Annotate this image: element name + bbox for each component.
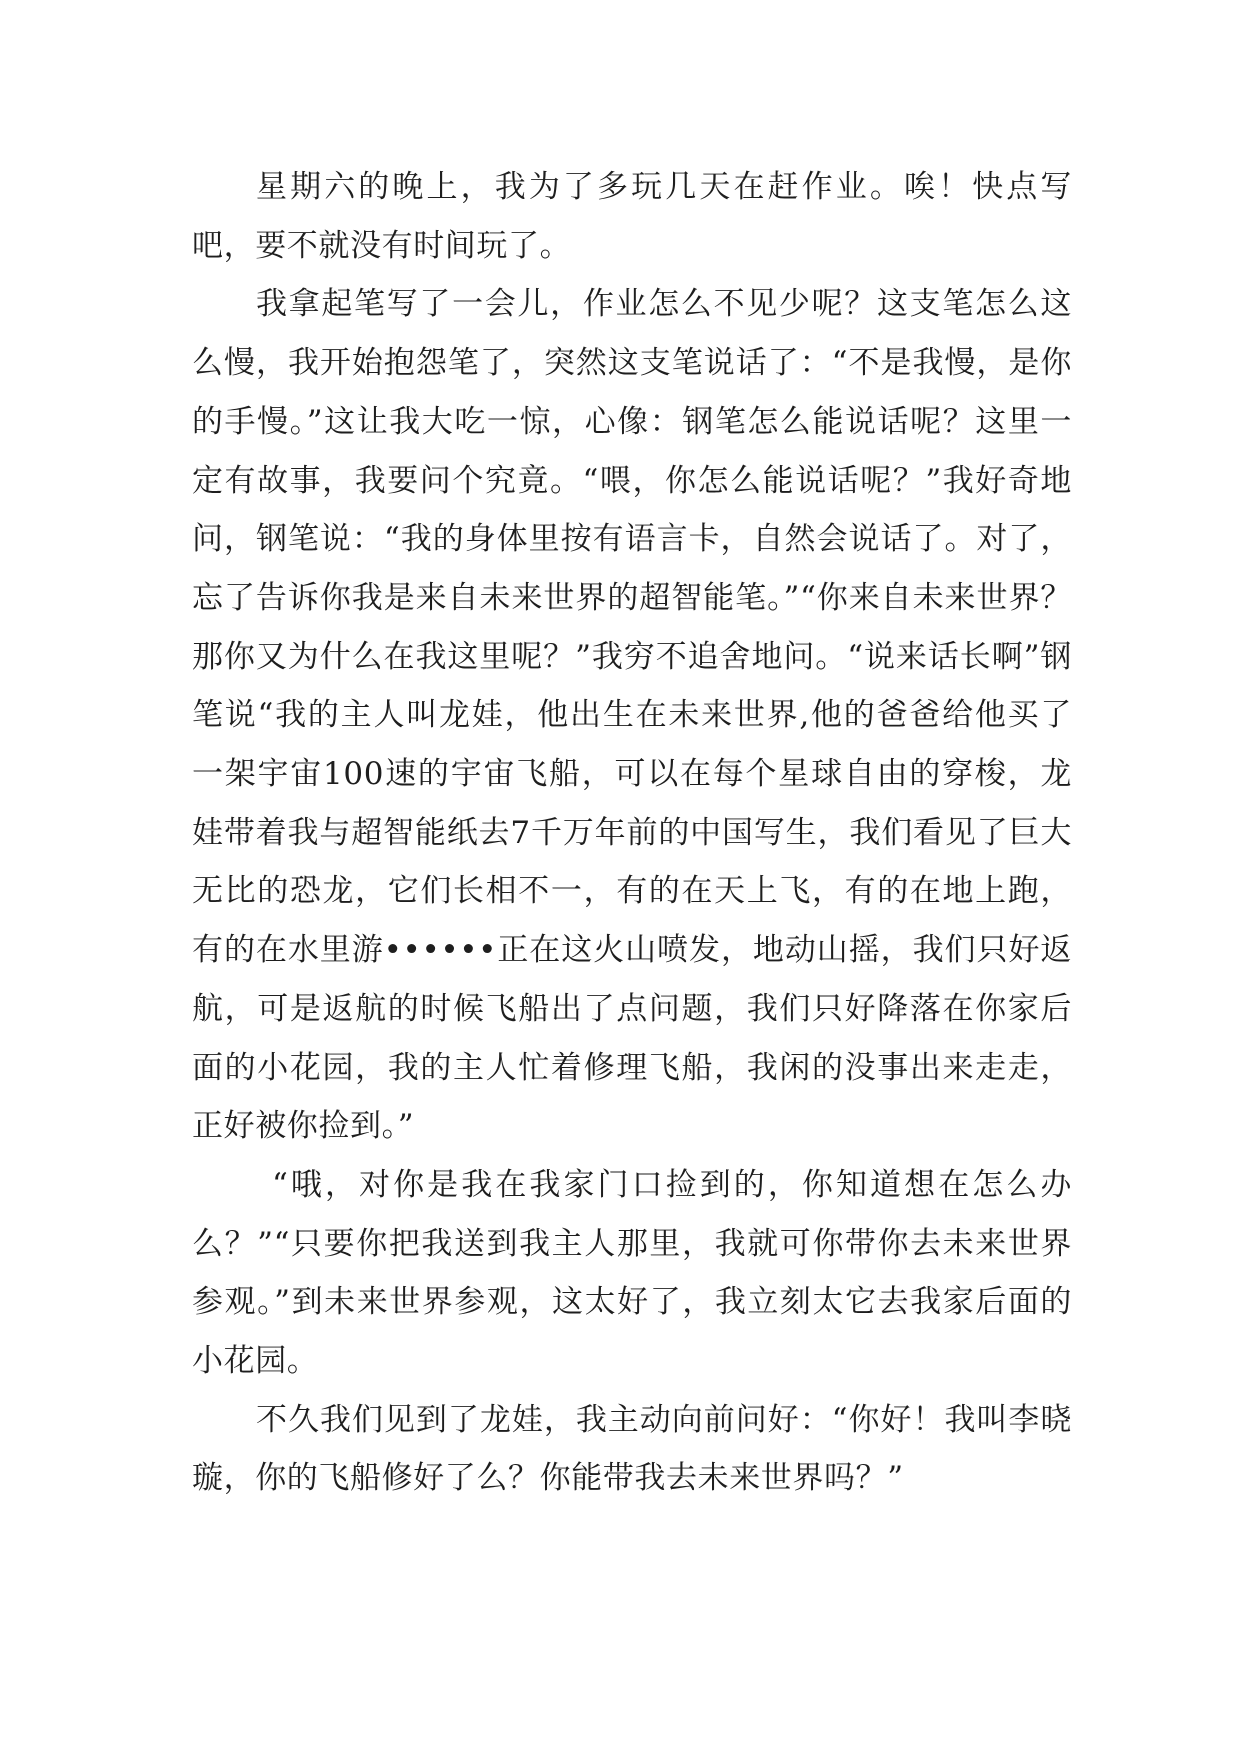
- paragraph-1: 星期六的晚上，我为了多玩几天在赶作业。唉！快点写吧，要不就没有时间玩了。: [192, 169, 1072, 264]
- paragraph-4: 不久我们见到了龙娃，我主动向前问好：“你好！我叫李晓璇，你的飞船修好了么？你能带我去未来世界吗？”: [192, 1401, 1072, 1497]
- paragraph-2: 我拿起笔写了一会儿，作业怎么不见少呢？这支笔怎么这么慢，我开始抱怨笔了，突然这支笔说话了：“不是我慢，是你的手慢。”这让我大吃一惊，心像：钢笔怎么能说话呢？这里一定有故事，我要问个究竟。“喂，你怎么能说话呢？”我好奇地问，钢笔说：“我的身体里按有语言卡，自然会说话了。对了，忘了告诉你我是来自未来世界的超智能笔。”“你来自未来世界？那你又为什么在我这里呢？”我穷不追舍地问。“说来话长啊”钢笔说“我的主人叫龙娃，他出生在未来世界,他的爸爸给他买了一架宇宙100速的宇宙飞船，可以在每个星球自由的穿梭，龙娃带着我与超智能纸去7千万年前的中国写生，我们看见了巨大无比的恐龙，它们长相不一，有的在天上飞，有的在地上跑，有的在水里游••••••正在这火山喷发，地动山摇，我们只好返航，可是返航的时候飞船出了点问题，我们只好降落在你家后面的小花园，我的主人忙着修理飞船，我闲的没事出来走走，正好被你捡到。”: [192, 286, 1072, 1145]
- document-body: [192, 158, 1072, 1508]
- paragraph-3: “哦，对你是我在我家门口捡到的，你知道想在怎么办么？”“只要你把我送到我主人那里，我就可你带你去未来世界参观。”到未来世界参观，这太好了，我立刻太它去我家后面的小花园。: [192, 1166, 1072, 1380]
